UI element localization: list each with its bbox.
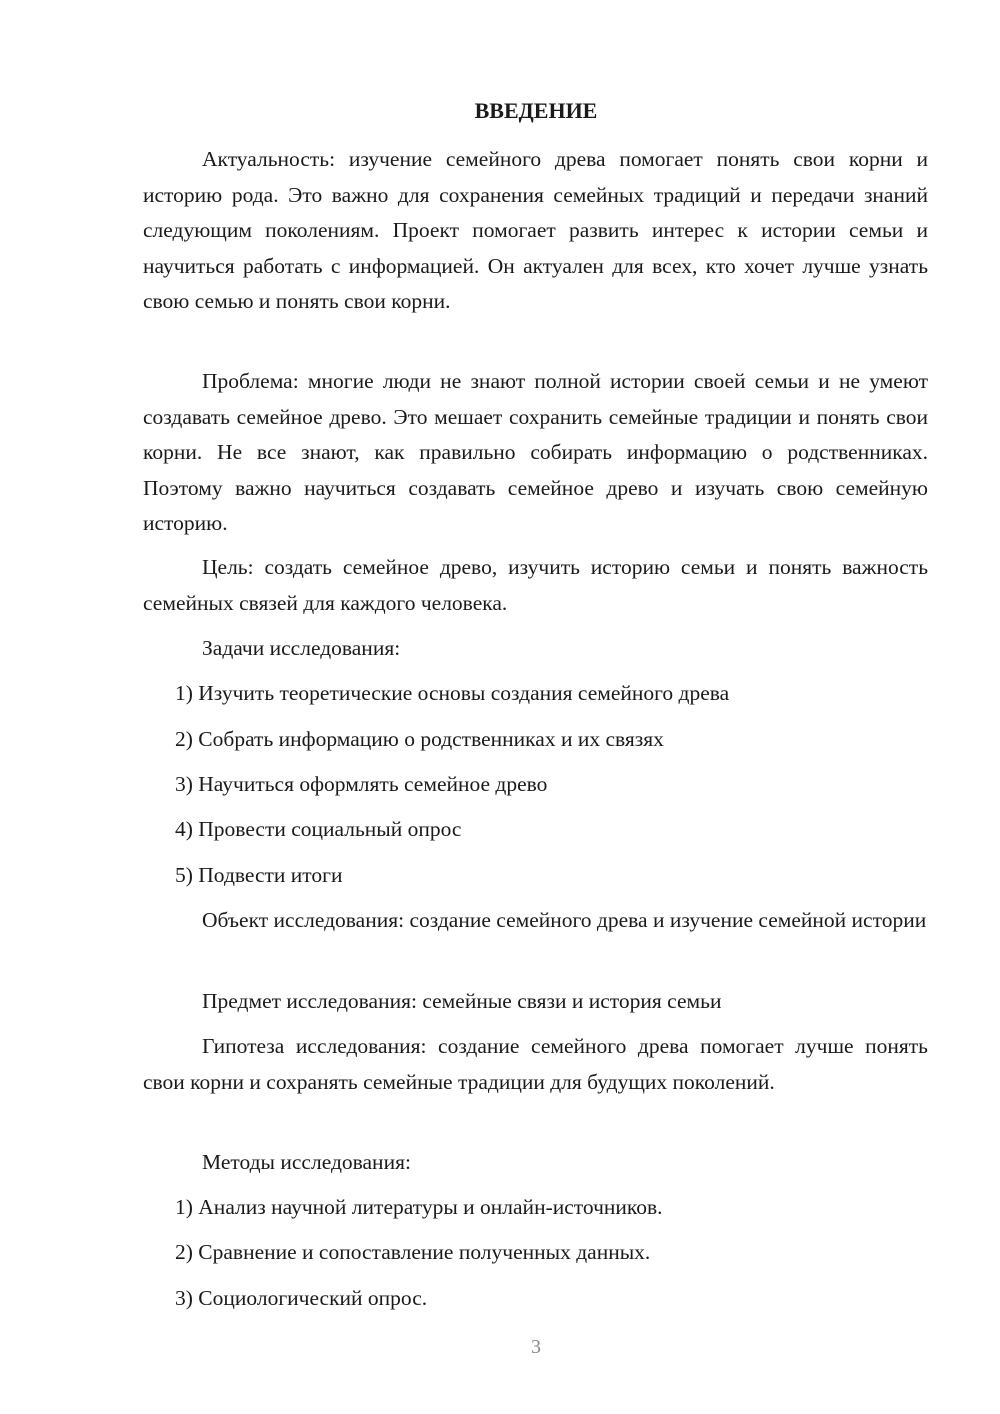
task-item-2: 2) Собрать информацию о родственниках и их связях	[175, 727, 664, 751]
task-item-3: 3) Научиться оформлять семейное древо	[175, 772, 548, 796]
task-item-5: 5) Подвести итоги	[175, 863, 343, 887]
methods-heading: Методы исследования:	[202, 1150, 411, 1174]
method-item-3: 3) Социологический опрос.	[175, 1286, 428, 1310]
tasks-heading: Задачи исследования:	[202, 636, 401, 660]
page-title: ВВЕДЕНИЕ	[474, 98, 598, 123]
paragraph-problem: Проблема: многие люди не знают полной истории своей семьи и не умеют создавать семейное древо. Это мешает сохранить семейные традиции и понять свои корни. Не все знают, как правильно собирать информацию о родственниках. Поэтому важно научиться создавать семейное древо и изучать свою семейную историю.	[143, 369, 928, 535]
method-item-1: 1) Анализ научной литературы и онлайн-источников.	[175, 1195, 663, 1219]
method-item-2: 2) Сравнение и сопоставление полученных данных.	[175, 1240, 651, 1264]
paragraph-goal: Цель: создать семейное древо, изучить историю семьи и понять важность семейных связей для каждого человека.	[143, 555, 928, 615]
paragraph-subject: Предмет исследования: семейные связи и история семьи	[202, 989, 722, 1013]
task-item-1: 1) Изучить теоретические основы создания семейного древа	[175, 681, 730, 705]
paragraph-hypothesis: Гипотеза исследования: создание семейного древа помогает лучше понять свои корни и сохранять семейные традиции для будущих поколений.	[143, 1034, 928, 1094]
task-item-4: 4) Провести социальный опрос	[175, 817, 462, 841]
paragraph-relevance: Актуальность: изучение семейного древа помогает понять свои корни и историю рода. Это важно для сохранения семейных традиций и передачи знаний следующим поколениям. Проект помогает развить интерес к истории семьи и научиться работать с информацией. Он актуален для всех, кто хочет лучше узнать свою семью и понять свои корни.	[143, 147, 928, 313]
page-number: 3	[531, 1336, 541, 1358]
paragraph-object: Объект исследования: создание семейного древа и изучение семейной истории	[202, 908, 927, 932]
